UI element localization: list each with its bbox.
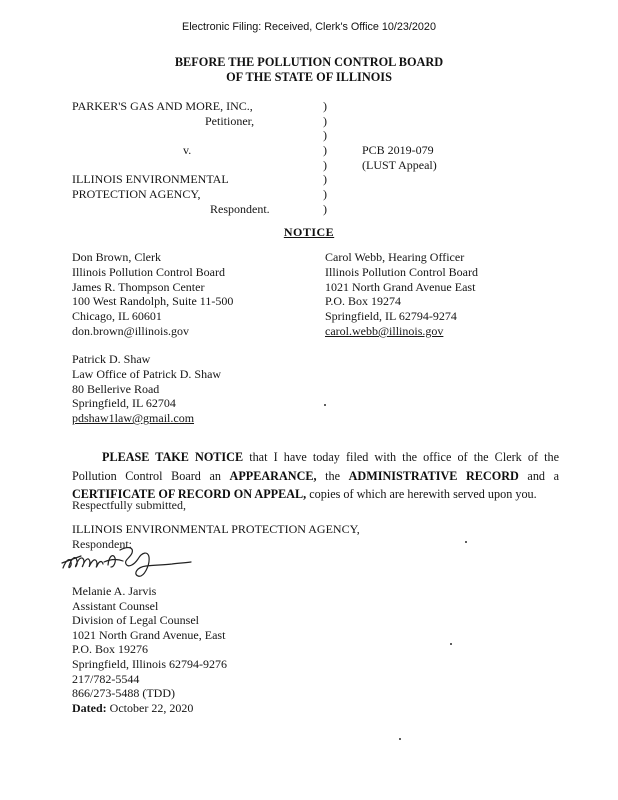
case-caption xyxy=(72,99,545,217)
scan-artifact-dot xyxy=(450,643,452,645)
counsel-email-link[interactable]: pdshaw1law@gmail.com xyxy=(72,411,195,426)
caption-row xyxy=(72,158,545,173)
signer-title: Assistant Counsel xyxy=(72,598,159,613)
signature-details xyxy=(72,584,227,715)
caption-row xyxy=(72,187,545,202)
scan-artifact-dot xyxy=(324,404,326,406)
case-number: PCB 2019-079 xyxy=(362,143,434,158)
hearing-officer-pobox: P.O. Box 19274 xyxy=(325,294,402,309)
caption-bracket: ) xyxy=(323,187,327,202)
caption-bracket: ) xyxy=(323,128,327,143)
handwritten-signature xyxy=(60,542,194,586)
hearing-officer-city: Springfield, IL 62794-9274 xyxy=(325,309,457,324)
caption-bracket: ) xyxy=(323,143,327,158)
take-notice-bold: PLEASE TAKE NOTICE xyxy=(102,450,244,465)
clerk-city: Chicago, IL 60601 xyxy=(72,309,162,324)
signer-pobox: P.O. Box 19276 xyxy=(72,642,149,657)
caption-bracket: ) xyxy=(323,157,327,172)
dated-line xyxy=(72,701,227,716)
caption-bracket: ) xyxy=(323,201,327,216)
caption-row xyxy=(72,143,545,158)
notice-paragraph xyxy=(72,448,559,504)
signer-street: 1021 North Grand Avenue, East xyxy=(72,627,226,642)
certificate-bold: CERTIFICATE OF RECORD ON APPEAL, xyxy=(72,487,307,502)
respondent-role: Respondent. xyxy=(210,201,270,216)
counsel-city: Springfield, IL 62704 xyxy=(72,396,176,411)
caption-row xyxy=(72,128,545,143)
signer-name: Melanie A. Jarvis xyxy=(72,584,157,598)
clerk-org: Illinois Pollution Control Board xyxy=(72,264,226,279)
paragraph-segment: that I have today filed with the office of the Clerk of the Pollution Control Board an xyxy=(72,450,559,483)
clerk-name: Don Brown, Clerk xyxy=(72,250,161,264)
paragraph-segment: the xyxy=(316,468,349,483)
dated-value: October 22, 2020 xyxy=(106,700,194,715)
signer-tdd-phone: 866/273-5488 (TDD) xyxy=(72,686,175,701)
caption-row xyxy=(72,172,545,187)
court-title-line1: BEFORE THE POLLUTION CONTROL BOARD xyxy=(174,55,444,69)
electronic-filing-stamp: Electronic Filing: Received, Clerk's Office 10/23/2020 xyxy=(182,21,436,33)
notice-heading: NOTICE xyxy=(283,225,335,239)
signer-city: Springfield, Illinois 62794-9276 xyxy=(72,656,227,671)
signer-division: Division of Legal Counsel xyxy=(72,613,199,628)
clerk-street: 100 West Randolph, Suite 11-500 xyxy=(72,294,234,309)
hearing-officer-street: 1021 North Grand Avenue East xyxy=(325,279,476,294)
clerk-building: James R. Thompson Center xyxy=(72,279,205,294)
caption-row xyxy=(72,99,545,114)
administrative-record-bold: ADMINISTRATIVE RECORD xyxy=(348,468,519,483)
caption-row xyxy=(72,114,545,129)
service-address-clerk xyxy=(72,250,233,339)
scan-artifact-dot xyxy=(465,541,467,543)
service-address-petitioner-counsel xyxy=(72,352,221,426)
clerk-email: don.brown@illinois.gov xyxy=(72,323,190,338)
caption-row xyxy=(72,202,545,217)
appearance-bold: APPEARANCE, xyxy=(229,468,317,483)
hearing-officer-email-link[interactable]: carol.webb@illinois.gov xyxy=(325,323,444,338)
caption-bracket: ) xyxy=(323,172,327,187)
petitioner-role: Petitioner, xyxy=(205,113,255,128)
petitioner-name: PARKER'S GAS AND MORE, INC., xyxy=(72,99,253,113)
versus: v. xyxy=(183,143,192,158)
counsel-firm: Law Office of Patrick D. Shaw xyxy=(72,366,222,381)
caption-bracket: ) xyxy=(323,113,327,128)
signature-agency: ILLINOIS ENVIRONMENTAL PROTECTION AGENCY, xyxy=(72,522,360,536)
paragraph-segment: copies of which are herewith served upon you. xyxy=(306,487,537,502)
signer-phone: 217/782-5544 xyxy=(72,671,140,686)
hearing-officer-name: Carol Webb, Hearing Officer xyxy=(325,250,465,264)
hearing-officer-org: Illinois Pollution Control Board xyxy=(325,264,479,279)
scan-artifact-dot xyxy=(399,738,401,740)
counsel-street: 80 Bellerive Road xyxy=(72,381,160,396)
caption-bracket: ) xyxy=(323,99,327,113)
paragraph-segment: and a xyxy=(518,468,559,483)
closing-line: Respectfully submitted, xyxy=(72,498,186,512)
respondent-name-line1: ILLINOIS ENVIRONMENTAL xyxy=(72,172,229,187)
signature-role: Respondent: xyxy=(72,537,132,551)
counsel-name: Patrick D. Shaw xyxy=(72,352,151,366)
dated-label: Dated: xyxy=(72,700,107,715)
service-address-hearing-officer xyxy=(325,250,478,339)
court-title-line2: OF THE STATE OF ILLINOIS xyxy=(226,70,392,84)
respondent-name-line2: PROTECTION AGENCY, xyxy=(72,187,201,202)
court-title xyxy=(0,55,618,85)
case-type: (LUST Appeal) xyxy=(362,157,437,172)
